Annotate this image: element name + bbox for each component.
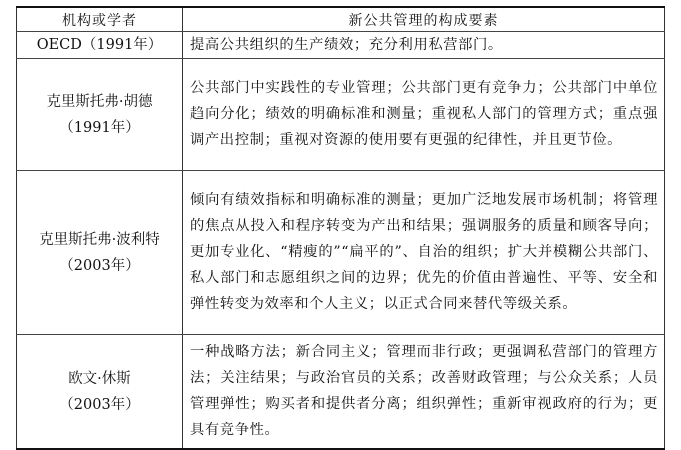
scholar-name: 克里斯托弗·胡德 — [46, 93, 153, 110]
table-row-hood — [17, 59, 665, 171]
elements-cell-hughes: 一种战略方法；新合同主义；管理而非行政；更强调私营部门的管理方法；关注结果；与政治官员的关系；改善财政管理；与公众关系；人员管理弹性；购买者和提供者分离；组织弹性；重新审视政府的行为；更具有竞争性。 — [183, 335, 665, 450]
scholar-cell-hughes — [17, 335, 183, 450]
elements-cell-hood: 公共部门中实践性的专业管理；公共部门更有竞争力；公共部门中单位趋向分化；绩效的明确标准和测量；重视私人部门的管理方式；重点强调产出控制；重视对资源的使用要有更强的纪律性，并且更节俭。 — [183, 59, 665, 171]
scholar-cell-hood — [17, 59, 183, 171]
elements-cell-pollitt: 倾向有绩效指标和明确标准的测量；更加广泛地发展市场机制；将管理的焦点从投入和程序转变为产出和结果；强调服务的质量和顾客导向；更加专业化、“精瘦的”“扁平的”、自治的组织；扩大并模糊公共部门、私人部门和志愿组织之间的边界；优先的价值由普遍性、平等、安全和弹性转变为效率和个人主义；以正式合同来替代等级关系。 — [183, 171, 665, 335]
scholar-year: （1991年） — [59, 119, 140, 136]
table-row-oecd — [17, 32, 665, 59]
npm-elements-table — [16, 6, 665, 450]
table-header-row — [17, 7, 665, 32]
elements-cell-oecd: 提高公共组织的生产绩效；充分利用私营部门。 — [183, 32, 665, 59]
scholar-name: 欧文·休斯 — [68, 370, 131, 387]
table-row-hughes — [17, 335, 665, 450]
scholar-cell-pollitt — [17, 171, 183, 335]
header-elements: 新公共管理的构成要素 — [183, 7, 665, 32]
scholar-year: （2003年） — [59, 257, 140, 274]
header-scholar: 机构或学者 — [17, 7, 183, 32]
table-row-pollitt — [17, 171, 665, 335]
scholar-name: 克里斯托弗·波利特 — [39, 231, 160, 248]
scholar-cell-oecd: OECD（1991年） — [17, 32, 183, 59]
scholar-year: （2003年） — [59, 396, 140, 413]
